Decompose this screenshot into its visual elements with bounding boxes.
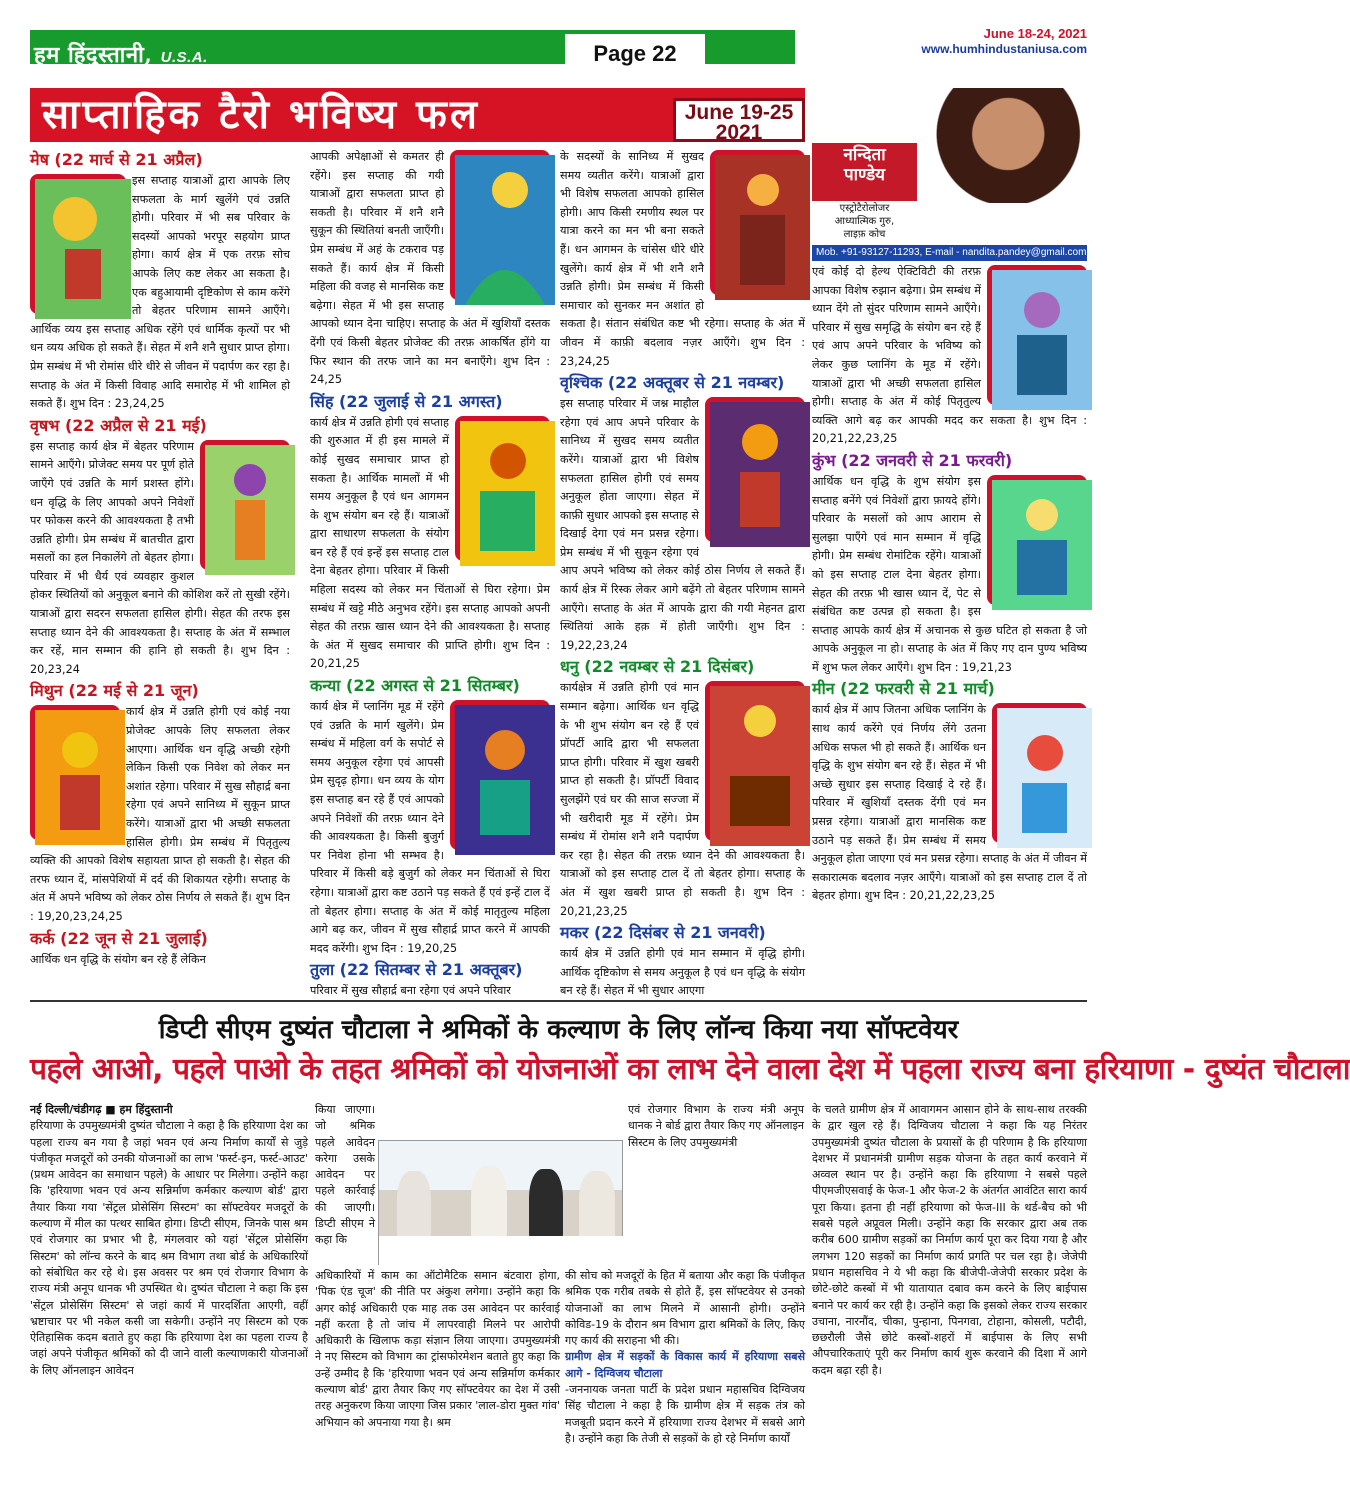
- article-column-2a: [315, 1102, 375, 1249]
- article-text: किया जाएगा। जो श्रमिक पहले आवेदन करेगा उसके आवेदन पर पहले कार्रवाई की जाएगी। डिप्टी सीएम ने कहा कि: [315, 1103, 375, 1247]
- table: [379, 1236, 624, 1266]
- horoscope-text-scorpio: इस सप्ताह परिवार में जश्न माहौल रहेगा एवं आप अपने परिवार के सानिध्य में सुखद समय व्यतीत करेंगे। यात्राओं द्वारा भी विशेष सफलता हासिल होगी एवं समय अनुकूल होता जाएगा। सेहत में काफ़ी सुधार आपको इस सप्ताह से दिखाई देगा एवं मन प्रसन्न रहेगा। प्रेम सम्बंध में भी सुकून रहेगा एवं आप अपने भविष्य को लेकर कोई ठोस निर्णय ले सकते हैं। कार्य क्षेत्र में रिस्क लेकर आगे बढ़ेंगे तो बेहतर परिणाम सामने आएँगे। सप्ताह के अंत में आपके द्वारा की गयी मेहनत द्वारा स्थितियां आके हक़ में होती जाएँगी। शुभ दिन : 19,22,23,24: [560, 397, 805, 652]
- person-figure: [529, 1169, 563, 1241]
- person-figure: [471, 1166, 507, 1241]
- astrologer-role: एस्ट्रोटैरोलोजर: [839, 203, 890, 214]
- sign-heading-aries: मेष (22 मार्च से 21 अप्रैल): [30, 150, 203, 169]
- horoscope-column-3: [560, 148, 805, 1001]
- horoscope-column-1: [30, 148, 290, 969]
- tarot-card-moon: [450, 150, 550, 300]
- article-text: हरियाणा के उपमुख्यमंत्री दुष्यंत चौटाला ने कहा है कि हरियाणा देश का पहला राज्य बन गया है जहां भवन एवं अन्य निर्माण कार्यों से जुड़े पंजीकृत मजदूरों को उनकी योजनाओं का लाभ 'फर्स्ट-इन, फर्स्ट-आउट' (प्रथम आवेदन का समाधान पहले) के आधार पर मिलेगा। उन्होंने कहा कि 'हरियाणा भवन एवं अन्य सन्निर्माण कर्मकार कल्याण बोर्ड' द्वारा तैयार किया गया 'सेंट्रल प्रोसेसिंग सिस्टम' का सॉफ्टवेयर मजदूरों के कल्याण में मील का पत्थर साबित होगा। डिप्टी सीएम, जिनके पास श्रम एवं रोजगार का प्रभार भी है, मंगलवार को यहां 'सेंट्रल प्रोसेसिंग सिस्टम' को लॉन्च करने के बाद श्रम विभाग तथा बोर्ड के अधिकारियों को संबोधित कर रहे थे। इस अवसर पर श्रम एवं रोजगार विभाग के राज्य मंत्री अनूप धानक भी उपस्थित थे। दुष्यंत चौटाला ने कहा कि इस 'सेंट्रल प्रोसेसिंग सिस्टम' से जहां कार्य में पारदर्शिता आएगी, वहीं भ्रष्टाचार पर भी नकेल कसी जा सकेगी। उन्होंने नए सिस्टम को एक ऐतिहासिक कदम बताते हुए कहा कि हरियाणा देश का पहला राज्य है जहां अपने पंजीकृत श्रमिकों को दी जाने वाली कल्याणकारी योजनाओं के लिए ऑनलाइन आवेदन: [30, 1119, 308, 1377]
- article-column-3b: [565, 1268, 805, 1447]
- article-column-2b: [315, 1268, 560, 1431]
- tarot-card-leo: [455, 416, 550, 561]
- sign-heading-taurus: वृषभ (22 अप्रैल से 21 मई): [30, 415, 207, 435]
- horoscope-text-sagittarius: कार्यक्षेत्र में उन्नति होगी एवं मान सम्मान बढ़ेगा। आर्थिक धन वृद्धि के भी शुभ संयोग बन रहे हैं एवं प्रॉपर्टी आदि द्वारा भी सफलता प्राप्त होगी। परिवार में खुश खबरी प्राप्त हो सकती है। प्रॉपर्टी विवाद सुलझेंगे एवं घर की साज सज्जा में भी खरीदारी मूड में रहेंगे। प्रेम सम्बंध में रोमांस शनै शनै पदार्पण कर रहा है। सेहत की तरफ़ ध्यान देने की आवश्यकता है। यात्राओं को इस सप्ताह टाल दें तो बेहतर होगा। सप्ताह के अंत में खुश खबरी प्राप्त हो सकती है। शुभ दिन : 20,21,23,25: [560, 681, 805, 918]
- sign-heading-libra: तुला (22 सितम्बर से 21 अक्तूबर): [310, 960, 523, 980]
- astrologer-last-name: पाण्डेय: [843, 165, 886, 185]
- tarot-card-aquarius: [987, 475, 1087, 605]
- horoscope-text-capricorn: कार्य क्षेत्र में उन्नति होगी एवं मान सम्मान में वृद्धि होगी। आर्थिक दृष्टिकोण से समय अनुकूल है एवं धन वृद्धि के संयोग बन रहे हैं। सेहत में भी सुधार आएगा: [560, 947, 805, 998]
- sign-heading-pisces: मीन (22 फरवरी से 21 मार्च): [812, 679, 995, 699]
- sign-heading-virgo: कन्या (22 अगस्त से 21 सितम्बर): [310, 676, 520, 696]
- article-column-1: [30, 1102, 308, 1379]
- horoscope-text-cancer: आर्थिक धन वृद्धि के संयोग बन रहे हैं लेकिन: [30, 952, 206, 966]
- horoscope-column-2: [310, 148, 550, 1001]
- banner-title: साप्ताहिक टैरो भविष्य फल: [42, 91, 480, 138]
- horoscope-text-virgo: कार्य क्षेत्र में प्लानिंग मूड में रहेंगे एवं उन्नति के मार्ग खुलेंगे। प्रेम सम्बंध में महिला वर्ग के सपोर्ट से समय अनुकूल रहेगा एवं आपसी प्रेम सुदृढ़ होगा। धन व्यय के योग इस सप्ताह बन रहे हैं एवं आपको अपने निवेशों की तरफ़ ध्यान देने की आवश्यकता है। किसी बुजुर्ग पर निवेश होना भी सम्भव है। परिवार में किसी बड़े बुजुर्ग को लेकर मन चिंताओं से घिरा रहेगा। यात्राओं द्वारा कष्ट उठाने पड़ सकते हैं एवं इन्हें टाल दें तो बेहतर होगा। सप्ताह के अंत में कोई मातृतुल्य महिला आगे बढ़ कर, जीवन में सुख सौहार्द्र प्राप्त करने में आपकी मदद करेंगी। शुभ दिन : 19,20,25: [310, 700, 550, 955]
- horoscope-text-libra: परिवार में सुख सौहार्द्र बना रहेगा एवं अपने परिवार: [310, 984, 511, 998]
- tarot-card-scorpio: [705, 397, 805, 542]
- article-headline: डिप्टी सीएम दुष्यंत चौटाला ने श्रमिकों के कल्याण के लिए लॉन्च किया नया सॉफ्टवेयर: [158, 1015, 959, 1045]
- tarot-card-libra: [987, 265, 1087, 405]
- event-photo: [378, 1140, 623, 1265]
- tarot-card-gemini: [30, 705, 120, 840]
- tarot-card-virgo: [450, 700, 550, 850]
- tarot-card-aries: [30, 174, 126, 314]
- tarot-card-chariot: [705, 681, 805, 841]
- horoscope-text-gemini: कार्य क्षेत्र में उन्नति होगी एवं कोई नया प्रोजेक्ट आपके लिए सफलता लेकर आएगा। आर्थिक धन वृद्धि अच्छी रहेगी लेकिन किसी एक निवेश को लेकर मन अशांत रहेगा। परिवार में सुख सौहार्द्र बना रहेगा एवं अपने सानिध्य में सुकून प्राप्त करेंगे। यात्राओं द्वारा भी अच्छी सफलता हासिल होगी। प्रेम सम्बंध में पितृतुल्य व्यक्ति की आपको विशेष सहायता प्राप्त हो सकती है। सेहत की तरफ ध्यान दें, मांसपेशियों में दर्द की शिकायत रहेगी। सप्ताह के अंत में अपने भविष्य को लेकर ठोस निर्णय ले सकते हैं। शुभ दिन : 19,20,23,24,25: [30, 705, 290, 923]
- article-text: अधिकारियों में काम का ऑटोमैटिक समान बंटवारा होगा, 'पिक एंड चूज' की नीति पर अंकुश लगेगा। उन्होंने कहा कि अगर कोई अधिकारी एक माह तक उस आवेदन पर कार्रवाई नहीं करता है तो जांच में लापरवाही मिलने पर आरोपी अधिकारी के खिलाफ कड़ा संज्ञान लिया जाएगा। उपमुख्यमंत्री ने नए सिस्टम को विभाग का ट्रांसफोरमेशन बताते हुए कहा कि उन्हें उम्मीद है कि 'हरियाणा भवन एवं अन्य सन्निर्माण कर्मकार कल्याण बोर्ड' द्वारा तैयार किए गए सॉफ्टवेयर का देश में उसी तरह अनुकरण किया जाएगा जिस प्रकार 'लाल-डोरा मुक्त गांव' अभियान को अपनाया गया है। श्रम: [315, 1269, 560, 1429]
- astrologer-roles: [812, 202, 917, 241]
- sign-heading-aquarius: कुंभ (22 जनवरी से 21 फरवरी): [812, 450, 1013, 470]
- horoscope-text-aquarius: आर्थिक धन वृद्धि के शुभ संयोग इस सप्ताह बनेंगे एवं निवेशों द्वारा फ़ायदे होंगे। परिवार के मसलों को आप आराम से सुलझा पाएँगे एवं मान सम्मान में वृद्धि होगी। प्रेम सम्बंध रोमांटिक रहेंगे। यात्राओं को इस सप्ताह टाल देना बेहतर होगा। सेहत की तरफ़ भी खास ध्यान दें, पेट से संबंधित कष्ट उत्पन्न हो सकता है। इस सप्ताह आपके कार्य क्षेत्र में अचानक से कुछ घटित हो सकता है जो आपके अनुकूल ना हो। सप्ताह के अंत में किए गए दान पुण्य भविष्य में शुभ फल लेकर आएँगे। शुभ दिन : 19,21,23: [812, 474, 1087, 674]
- sign-heading-sagittarius: धनु (22 नवम्बर से 21 दिसंबर): [560, 657, 755, 677]
- article-subhead: ग्रामीण क्षेत्र में सड़कों के विकास कार्य में हरियाणा सबसे आगे - दिग्विजय चौटाला: [565, 1350, 805, 1380]
- sign-heading-scorpio: वृश्चिक (22 अक्तूबर से 21 नवम्बर): [560, 373, 785, 393]
- tarot-card-justice: [710, 150, 805, 295]
- article-column-3: [628, 1102, 804, 1151]
- horoscope-text-cancer-cont: आपकी अपेक्षाओं से कमतर ही रहेंगे। इस सप्ताह की गयी यात्राओं द्वारा सफलता प्राप्त हो सकती है। परिवार में शनै शनै सुकून की स्थितियां बनती जाएँगी। प्रेम सम्बंध में अहं के टकराव पड़ सकते हैं। कार्य क्षेत्र में किसी महिला की वजह से मानसिक कष्ट बढ़ेगा। सेहत में भी इस सप्ताह आपको ध्यान देना चाहिए। सप्ताह के अंत में खुशियाँ दस्तक देंगी एवं किसी बेहतर प्रोजेक्ट की तरफ़ आकर्षित होंगे या फिर स्थान की तरफ जाने का मन बनाएँगे। शुभ दिन : 24,25: [310, 150, 550, 387]
- article-dateline: नई दिल्ली/चंडीगढ़ ■ हम हिंदुस्तानी: [30, 1103, 173, 1116]
- horoscope-text-taurus: इस सप्ताह कार्य क्षेत्र में बेहतर परिणाम सामने आएँगे। प्रोजेक्ट समय पर पूर्ण होते जाएँगे एवं उन्नति के मार्ग प्रशस्त होंगे। धन वृद्धि के लिए आपको अपने निवेशों पर फोकस करने की आवश्यकता है तभी उन्नति होगी। प्रेम सम्बंध में बातचीत द्वारा मसलों का हल निकालेंगे तो बेहतर होगा। परिवार में भी धैर्य एवं व्यवहार कुशल होकर स्थितियों को अनुकूल बनाने की कोशिश करें तो सुखी रहेंगे। यात्राओं द्वारा सदरन सफलता हासिल होगी। सेहत की तरफ इस सप्ताह ध्यान देने की आवश्यकता है। सप्ताह के अंत में सम्भाल कर रहें, मान सम्मान की हानि हो सकती है। शुभ दिन : 20,23,24: [30, 439, 290, 676]
- sign-heading-leo: सिंह (22 जुलाई से 21 अगस्त): [310, 391, 503, 411]
- newspaper-name: हम हिंदुस्तानी, U.S.A.: [34, 42, 208, 68]
- section-divider: [30, 1000, 1087, 1002]
- banner-date-year: 2021: [715, 121, 763, 144]
- issue-date: June 18-24, 2021: [983, 26, 1087, 41]
- tarot-card-taurus: [200, 440, 290, 570]
- person-figure: [579, 1171, 615, 1241]
- tarot-card-pisces: [992, 703, 1087, 843]
- article-text: -जननायक जनता पार्टी के प्रदेश प्रधान महासचिव दिग्विजय सिंह चौटाला ने कहा है कि ग्रामीण क्षेत्र में सड़क तंत्र को मजबूती प्रदान करने में हरियाणा राज्य देशभर में सबसे आगे है। उन्होंने कहा कि तेजी से सड़कों के हो रहे निर्माण कार्यों: [565, 1383, 805, 1445]
- article-subheadline: पहले आओ, पहले पाओ के तहत श्रमिकों को योजनाओं का लाभ देने वाला देश में पहला राज्य बना हरियाणा - दुष्यंत चौटाला: [30, 1052, 1350, 1087]
- sign-heading-capricorn: मकर (22 दिसंबर से 21 जनवरी): [560, 923, 766, 943]
- masthead: [30, 22, 1087, 72]
- horoscope-text-leo: कार्य क्षेत्र में उन्नति होगी एवं सप्ताह की शुरुआत में ही इस मामले में कोई सुखद समाचार प्राप्त हो सकता है। आर्थिक मामलों में भी समय अनुकूल है एवं धन आगमन के शुभ संयोग बन रहे हैं। यात्राओं द्वारा साधारण सफलता के संयोग बन रहे हैं एवं इन्हें इस सप्ताह टाल देना बेहतर होगा। परिवार में किसी महिला सदस्य को लेकर मन चिंताओं से घिरा रहेगा। प्रेम सम्बंध में खट्टे मीठे अनुभव रहेंगे। इस सप्ताह आपको अपनी सेहत की तरफ़ खास ध्यान देने की आवश्यकता है। सप्ताह के अंत में सुखद समाचार की प्राप्ति होगी। शुभ दिन : 20,21,25: [310, 415, 550, 671]
- page-number: Page 22: [565, 34, 705, 74]
- astrologer-role: आध्यात्मिक गुरु,: [834, 216, 895, 227]
- article-text: एवं रोजगार विभाग के राज्य मंत्री अनूप धानक ने बोर्ड द्वारा तैयार किए गए ऑनलाइन सिस्टम के लिए उपमुख्यमंत्री: [628, 1103, 804, 1149]
- article-text: के चलते ग्रामीण क्षेत्र में आवागमन आसान होने के साथ-साथ तरक्की के द्वार खुल रहे हैं। दिग्विजय चौटाला ने कहा कि यह निरंतर उपमुख्यमंत्री दुष्यंत चौटाला के प्रयासों के ही परिणाम है कि हरियाणा देशभर में प्रधानमंत्री ग्रामीण सड़क योजना के तहत कार्य करवाने में अव्वल स्थान पर है। उन्होंने कहा कि हरियाणा ने सबसे पहले पीएमजीएसवाई के फेज-1 और फेज-2 के अंतर्गत आवंटित सारा कार्य पूरा किया। इतना ही नहीं हरियाणा को फेज-III के थर्ड-बैच को भी सबसे पहले अप्रूवल मिली। उन्होंने कहा कि सरकार द्वारा अब तक करीब 600 ग्रामीण सड़कों का निर्माण कार्य पूरा कर दिया गया है और लगभग 120 सड़कों का निर्माण कार्य प्रगति पर चल रहा है। जेजेपी प्रधान महासचिव ने ये भी कहा कि बीजेपी-जेजेपी सरकार प्रदेश के छोटे-छोटे कस्बों में भी यातायात दबाव कम करने के लिए बाईपास बनाने पर कार्य कर रही है। उन्होंने कहा कि इसको लेकर राज्य सरकार उचाना, नारनौंद, चीका, पुन्हाना, पिनगवा, टोहाना, कोसली, पटौदी, छछरौली जैसे छोटे कस्बों-शहरों में बाईपास के लिए सभी औपचारिकताएं पूरी कर निर्माण कार्य शुरू करवाने की दिशा में आगे कदम बढ़ा रही है।: [812, 1103, 1087, 1377]
- horoscope-text-pisces: कार्य क्षेत्र में आप जितना अधिक प्लानिंग के साथ कार्य करेंगे एवं निर्णय लेंगे उतना अधिक सफल भी हो सकते हैं। आर्थिक धन वृद्धि के शुभ संयोग बन रहे हैं। सेहत में भी अच्छे सुधार इस सप्ताह दिखाई दे रहे हैं। परिवार में खुशियाँ दस्तक देंगी एवं मन प्रसन्न रहेगा। यात्राओं द्वारा मानसिक कष्ट उठाने पड़ सकते हैं। प्रेम सम्बंध में समय अनुकूल होता जाएगा एवं मन प्रसन्न रहेगा। सप्ताह के अंत में जीवन में सकारात्मक बदलाव नज़र आएँगे। यात्राओं को इस सप्ताह टाल दें तो बेहतर होगा। शुभ दिन : 20,21,22,23,25: [812, 703, 1087, 903]
- sign-heading-cancer: कर्क (22 जून से 21 जुलाई): [30, 928, 208, 948]
- masthead-bar: [30, 30, 795, 68]
- sign-heading-gemini: मिथुन (22 मई से 21 जून): [30, 681, 199, 701]
- horoscope-column-4: [812, 263, 1087, 906]
- person-figure: [397, 1171, 431, 1241]
- astrologer-photo: [912, 88, 1087, 203]
- astrologer-name-box: [812, 143, 917, 201]
- website-link[interactable]: www.humhindustaniusa.com: [921, 42, 1087, 56]
- article-text: की सोच को मजदूरों के हित में बताया और कहा कि पंजीकृत श्रमिक एक गरीब तबके से होते हैं, इस सॉफ्टवेयर से उनको योजनाओं का लाभ मिलने में आसानी होगी। उन्होंने कोविड-19 के दौरान श्रम विभाग द्वारा श्रमिकों के लिए, किए गए कार्य की सराहना भी की।: [565, 1269, 805, 1348]
- article-column-4: [812, 1102, 1087, 1379]
- horoscope-text-aries: इस सप्ताह यात्राओं द्वारा आपके लिए सफलता के मार्ग खुलेंगे एवं उन्नति होगी। परिवार में भी सब परिवार के सदस्यों आपको भरपूर सहयोग प्राप्त होगा। कार्य क्षेत्र में एक तरफ़ सोच आपके लिए कष्ट लेकर आ सकता है। एक बहुआयामी दृष्टिकोण से काम करेंगे तो बेहतर परिणाम सामने आएँगे। आर्थिक व्यय इस सप्ताह अधिक रहेंगे एवं धार्मिक कृत्यों पर भी धन व्यय अधिक हो सकते हैं। सेहत में शनै शनै सुधार प्राप्त होगा। प्रेम सम्बंध में भी रोमांस धीरे धीरे से जीवन में पदार्पण कर रहा है। सप्ताह के अंत में किसी विवाह आदि समारोह में भी शामिल हो सकते हैं। शुभ दिन : 23,24,25: [30, 174, 290, 411]
- astrologer-role: लाइफ़ कोच: [843, 229, 886, 240]
- horoscope-text-capricorn-cont: एवं कोई दो हेल्थ ऐक्टिविटी की तरफ़ आपका विशेष रुझान बढ़ेगा। प्रेम सम्बंध में ध्यान देंगे तो सुंदर परिणाम सामने आएँगे। परिवार में सुख समृद्धि के संयोग बन रहे हैं एवं आप अपने परिवार के भविष्य को लेकर कुछ प्लानिंग के मूड में रहेंगे। यात्राओं द्वारा भी अच्छी सफलता हासिल होगी। सप्ताह के अंत में कोई पितृतुल्य व्यक्ति आगे बढ़ कर आपकी मदद कर सकता है। शुभ दिन : 20,21,22,23,25: [812, 265, 1087, 446]
- horoscope-text-libra-cont: के सदस्यों के सानिध्य में सुखद समय व्यतीत करेंगे। यात्राओं द्वारा भी विशेष सफलता आपको हासिल होगी। आप किसी रमणीय स्थल पर यात्रा करने का मन भी बना सकते हैं। धन आगमन के चांसेस धीरे धीरे खुलेंगे। कार्य क्षेत्र में भी शनै शनै उन्नति होगी। प्रेम सम्बंध में किसी समाचार को सुनकर मन अशांत हो सकता है। संतान संबंधित कष्ट भी रहेगा। सप्ताह के अंत में जीवन में काफ़ी बदलाव नज़र आएँगे। शुभ दिन : 23,24,25: [560, 150, 805, 368]
- banner-date-range: June 19-25: [684, 101, 794, 124]
- astrologer-contact: Mob. +91-93127-11293, E-mail - nandita.pandey@gmail.com: [812, 245, 1087, 261]
- banner-date: [673, 98, 805, 142]
- astrologer-first-name: नन्दिता: [843, 145, 886, 165]
